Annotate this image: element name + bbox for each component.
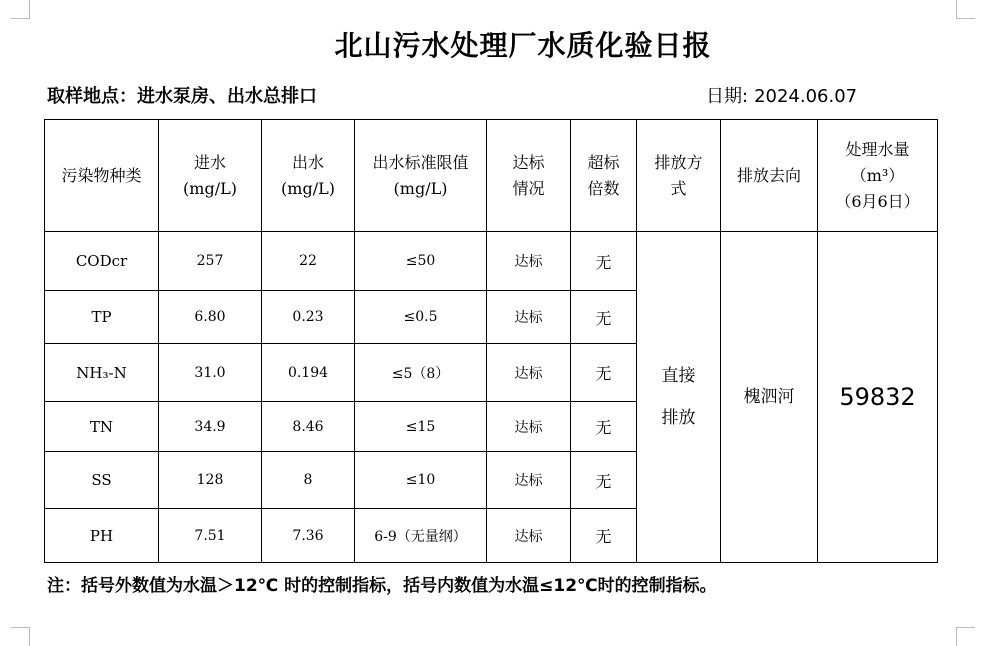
page-corner-mark [956, 627, 975, 646]
page-corner-mark [11, 627, 30, 646]
volume-cell: 59832 [818, 232, 938, 563]
header-limit: 出水标准限值 (mg/L) [355, 120, 487, 232]
pollutant-name: TP [45, 291, 159, 344]
header-outflow: 出水 (mg/L) [262, 120, 355, 232]
status-value: 达标 [487, 344, 571, 402]
outflow-value: 8.46 [262, 402, 355, 452]
status-value: 达标 [487, 402, 571, 452]
limit-value: ≤5（8） [355, 344, 487, 402]
limit-value: ≤15 [355, 402, 487, 452]
inflow-value: 7.51 [159, 509, 262, 563]
outflow-value: 0.194 [262, 344, 355, 402]
limit-value: ≤50 [355, 232, 487, 291]
page-corner-mark [11, 0, 30, 19]
report-date [706, 82, 857, 108]
status-value: 达标 [487, 291, 571, 344]
table-header-row [45, 120, 938, 232]
date-value: 2024.06.07 [754, 86, 858, 107]
exceed-value: 无 [571, 232, 637, 291]
water-quality-table [44, 119, 938, 563]
header-pollutant: 污染物种类 [45, 120, 159, 232]
exceed-value: 无 [571, 509, 637, 563]
pollutant-name: SS [45, 452, 159, 509]
status-value: 达标 [487, 452, 571, 509]
footnote: 注：括号外数值为水温＞12℃ 时的控制指标，括号内数值为水温≤12℃时的控制指标。 [47, 576, 717, 596]
header-exceed: 超标 倍数 [571, 120, 637, 232]
page-corner-mark [956, 0, 975, 19]
status-value: 达标 [487, 509, 571, 563]
exceed-value: 无 [571, 344, 637, 402]
pollutant-name: NH₃-N [45, 344, 159, 402]
outflow-value: 8 [262, 452, 355, 509]
sampling-location: 取样地点：进水泵房、出水总排口 [47, 86, 317, 107]
limit-value: ≤0.5 [355, 291, 487, 344]
table-row [45, 232, 938, 291]
pollutant-name: CODcr [45, 232, 159, 291]
limit-value: ≤10 [355, 452, 487, 509]
inflow-value: 31.0 [159, 344, 262, 402]
outflow-value: 7.36 [262, 509, 355, 563]
exceed-value: 无 [571, 402, 637, 452]
header-destination: 排放去向 [721, 120, 818, 232]
outflow-value: 0.23 [262, 291, 355, 344]
limit-value: 6-9（无量纲） [355, 509, 487, 563]
inflow-value: 128 [159, 452, 262, 509]
inflow-value: 34.9 [159, 402, 262, 452]
destination-cell: 槐泗河 [721, 232, 818, 563]
date-label: 日期: [706, 86, 749, 107]
header-inflow: 进水 (mg/L) [159, 120, 262, 232]
pollutant-name: PH [45, 509, 159, 563]
discharge-mode-cell: 直接 排放 [637, 232, 721, 563]
status-value: 达标 [487, 232, 571, 291]
outflow-value: 22 [262, 232, 355, 291]
header-status: 达标 情况 [487, 120, 571, 232]
exceed-value: 无 [571, 452, 637, 509]
inflow-value: 257 [159, 232, 262, 291]
exceed-value: 无 [571, 291, 637, 344]
report-title: 北山污水处理厂水质化验日报 [334, 29, 712, 62]
header-volume: 处理水量 （m³） （6月6日） [818, 120, 938, 232]
pollutant-name: TN [45, 402, 159, 452]
inflow-value: 6.80 [159, 291, 262, 344]
header-discharge-mode: 排放方 式 [637, 120, 721, 232]
